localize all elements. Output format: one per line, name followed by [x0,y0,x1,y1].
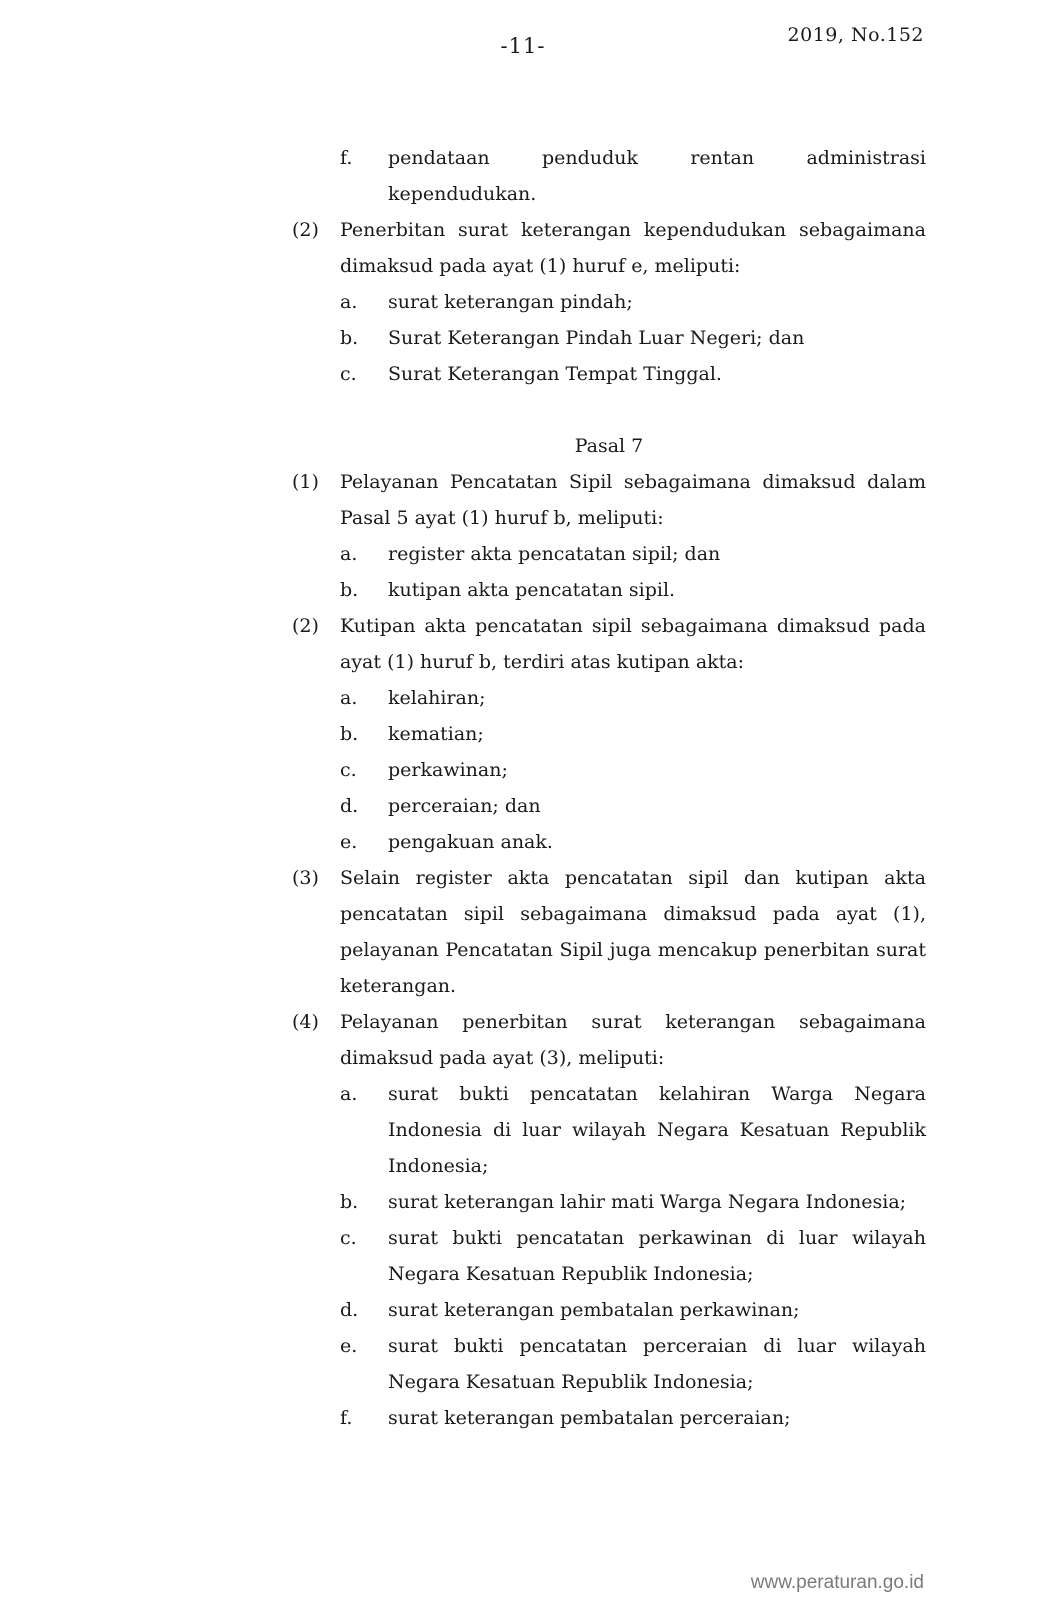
item-label: f. [340,1407,353,1429]
list-item [292,572,926,608]
item-label: d. [340,795,359,817]
document-body [292,140,926,1436]
ayat-2 [292,608,926,680]
item-text: surat keterangan pembatalan perkawinan; [388,1299,800,1321]
list-item [292,1328,926,1400]
list-item [292,680,926,716]
list-item [292,284,926,320]
list-item [292,356,926,392]
pasal-heading: Pasal 7 [574,435,644,457]
item-text: Surat Keterangan Tempat Tinggal. [388,363,722,385]
list-item [292,788,926,824]
ayat-label: (4) [292,1011,319,1033]
item-text: Surat Keterangan Pindah Luar Negeri; dan [388,327,805,349]
list-item [292,1400,926,1436]
ayat-label: (1) [292,471,319,493]
document-reference: 2019, No.152 [787,24,924,46]
item-label: a. [340,687,358,709]
ayat-text: Penerbitan surat keterangan kependudukan sebagaimana dimaksud pada ayat (1) huruf e, meliputi: [340,219,926,277]
ayat-text: Selain register akta pencatatan sipil dan kutipan akta pencatatan sipil sebagaimana dimaksud pada ayat (1), pelayanan Pencatatan Sipil juga mencakup penerbitan surat keterangan. [340,867,926,997]
list-item [292,1292,926,1328]
ayat-3 [292,860,926,1004]
ayat-4 [292,1004,926,1076]
item-text: pengakuan anak. [388,831,553,853]
item-text: surat keterangan pembatalan perceraian; [388,1407,791,1429]
list-item [292,1076,926,1184]
item-label: b. [340,723,359,745]
item-text: perkawinan; [388,759,508,781]
item-label: c. [340,1227,357,1249]
ayat-1 [292,464,926,536]
item-label: c. [340,363,357,385]
item-label: c. [340,759,357,781]
item-text: kematian; [388,723,484,745]
item-label: a. [340,1083,358,1105]
item-text: kelahiran; [388,687,486,709]
item-label: e. [340,1335,358,1357]
list-item [292,752,926,788]
item-text: surat keterangan lahir mati Warga Negara Indonesia; [388,1191,907,1213]
list-item [292,140,926,212]
list-item [292,536,926,572]
item-label: d. [340,1299,359,1321]
item-label: a. [340,291,358,313]
item-text: perceraian; dan [388,795,541,817]
item-text: surat bukti pencatatan perceraian di luar wilayah Negara Kesatuan Republik Indonesia; [388,1335,926,1393]
list-item [292,1220,926,1292]
item-label: f. [340,147,353,169]
ayat-text: Kutipan akta pencatatan sipil sebagaimana dimaksud pada ayat (1) huruf b, terdiri atas kutipan akta: [340,615,926,673]
item-label: b. [340,1191,359,1213]
list-item [292,824,926,860]
item-label: b. [340,327,359,349]
ayat-label: (2) [292,615,319,637]
list-item [292,320,926,356]
item-label: b. [340,579,359,601]
ayat-2 [292,212,926,284]
ayat-label: (3) [292,867,319,889]
item-text: pendataan penduduk rentan administrasi kependudukan. [388,147,926,205]
list-item [292,1184,926,1220]
item-text: surat bukti pencatatan kelahiran Warga Negara Indonesia di luar wilayah Negara Kesatuan Republik Indonesia; [388,1083,926,1177]
item-label: e. [340,831,358,853]
item-text: kutipan akta pencatatan sipil. [388,579,676,601]
ayat-text: Pelayanan Pencatatan Sipil sebagaimana dimaksud dalam Pasal 5 ayat (1) huruf b, meliputi: [340,471,926,529]
item-text: surat keterangan pindah; [388,291,633,313]
item-text: register akta pencatatan sipil; dan [388,543,721,565]
page-number: -11- [500,34,546,58]
item-label: a. [340,543,358,565]
footer-url[interactable]: www.peraturan.go.id [750,1572,924,1593]
list-item [292,716,926,752]
ayat-label: (2) [292,219,319,241]
item-text: surat bukti pencatatan perkawinan di luar wilayah Negara Kesatuan Republik Indonesia; [388,1227,926,1285]
ayat-text: Pelayanan penerbitan surat keterangan sebagaimana dimaksud pada ayat (3), meliputi: [340,1011,926,1069]
